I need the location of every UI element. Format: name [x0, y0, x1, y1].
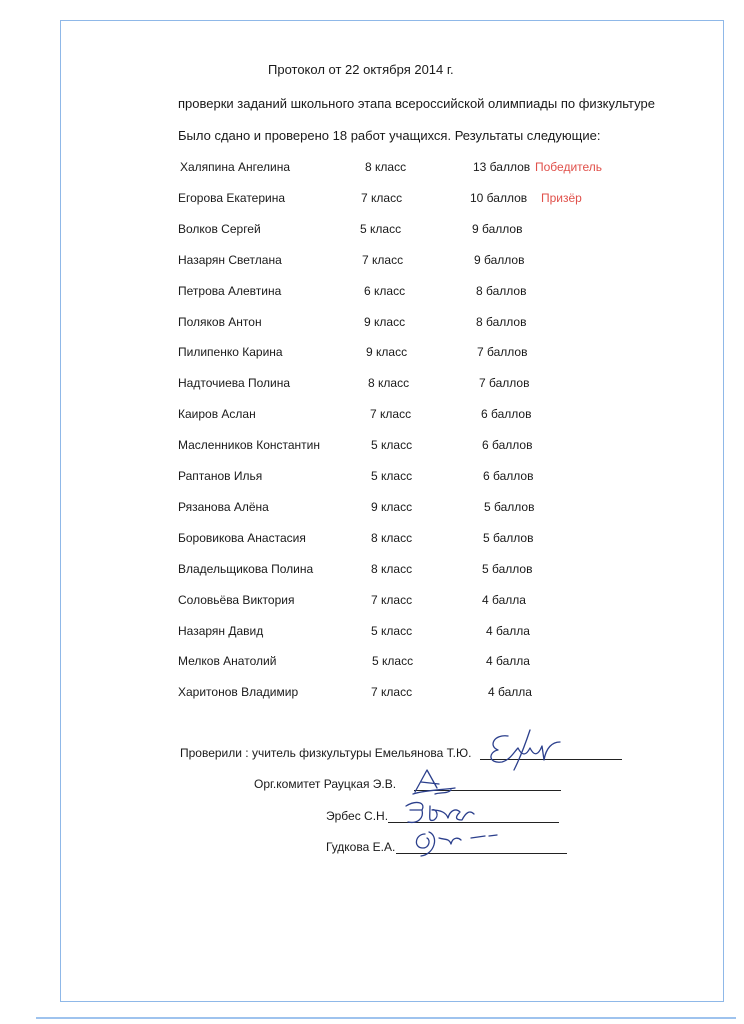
student-name: Егорова Екатерина — [178, 191, 286, 205]
student-grade: 8 класс — [365, 160, 407, 174]
student-score: 13 баллов — [473, 160, 531, 174]
student-name: Пилипенко Карина — [178, 345, 283, 359]
student-grade: 9 класс — [366, 345, 408, 359]
student-name: Халяпина Ангелина — [180, 160, 291, 174]
signature-label-erbes: Эрбес С.Н. — [326, 809, 389, 823]
document-summary: Было сдано и проверено 18 работ учащихся. Результаты следующие: — [178, 128, 601, 143]
student-score: 8 баллов — [476, 315, 527, 329]
student-name: Каиров Аслан — [178, 407, 256, 421]
student-score: 8 баллов — [476, 284, 527, 298]
student-score: 5 баллов — [482, 562, 533, 576]
signature-rautskaya — [405, 764, 465, 800]
student-name: Поляков Антон — [178, 315, 262, 329]
student-name: Соловьёва Виктория — [178, 593, 295, 607]
student-grade: 5 класс — [360, 222, 402, 236]
student-grade: 7 класс — [370, 407, 412, 421]
award-label: Призёр — [541, 191, 582, 205]
student-grade: 5 класс — [372, 654, 414, 668]
student-score: 6 баллов — [482, 438, 533, 452]
student-score: 5 баллов — [484, 500, 535, 514]
student-name: Назарян Давид — [178, 624, 264, 638]
signature-label-gudkova: Гудкова Е.А. — [326, 840, 396, 854]
student-grade: 7 класс — [371, 685, 413, 699]
student-score: 7 баллов — [479, 376, 530, 390]
student-name: Харитонов Владимир — [178, 685, 299, 699]
student-score: 9 баллов — [472, 222, 523, 236]
award-label: Победитель — [535, 160, 603, 174]
document-title: Протокол от 22 октября 2014 г. — [268, 62, 454, 77]
student-grade: 7 класс — [362, 253, 404, 267]
student-name: Назарян Светлана — [178, 253, 282, 267]
student-name: Владельщикова Полина — [178, 562, 314, 576]
student-name: Мелков Анатолий — [178, 654, 277, 668]
student-grade: 9 класс — [364, 315, 406, 329]
student-score: 4 балла — [486, 654, 530, 668]
student-grade: 5 класс — [371, 624, 413, 638]
student-name: Волков Сергей — [178, 222, 261, 236]
student-name: Боровикова Анастасия — [178, 531, 306, 545]
student-score: 10 баллов — [470, 191, 528, 205]
student-name: Масленников Константин — [178, 438, 320, 452]
student-name: Рязанова Алёна — [178, 500, 269, 514]
scan-edge-line — [36, 1017, 736, 1019]
student-grade: 8 класс — [371, 562, 413, 576]
signature-label-checked-by: Проверили : учитель физкультуры Емельянова Т.Ю. — [180, 746, 472, 760]
signature-label-committee: Орг.комитет Рауцкая Э.В. — [254, 777, 397, 791]
student-name: Раптанов Илья — [178, 469, 263, 483]
student-score: 4 балла — [482, 593, 526, 607]
student-grade: 6 класс — [364, 284, 406, 298]
student-grade: 9 класс — [371, 500, 413, 514]
student-grade: 8 класс — [368, 376, 410, 390]
student-score: 4 балла — [486, 624, 530, 638]
student-grade: 7 класс — [371, 593, 413, 607]
student-score: 6 баллов — [481, 407, 532, 421]
student-grade: 5 класс — [371, 469, 413, 483]
student-score: 4 балла — [488, 685, 532, 699]
student-score: 9 баллов — [474, 253, 525, 267]
student-grade: 7 класс — [361, 191, 403, 205]
student-grade: 8 класс — [371, 531, 413, 545]
student-score: 6 баллов — [483, 469, 534, 483]
signature-gudkova — [405, 826, 505, 860]
student-score: 5 баллов — [483, 531, 534, 545]
student-grade: 5 класс — [371, 438, 413, 452]
student-name: Петрова Алевтина — [178, 284, 282, 298]
student-score: 7 баллов — [477, 345, 528, 359]
student-name: Надточиева Полина — [178, 376, 291, 390]
document-subtitle: проверки заданий школьного этапа всероссийской олимпиады по физкультуре — [178, 96, 655, 111]
signature-emelyanova — [480, 726, 570, 772]
